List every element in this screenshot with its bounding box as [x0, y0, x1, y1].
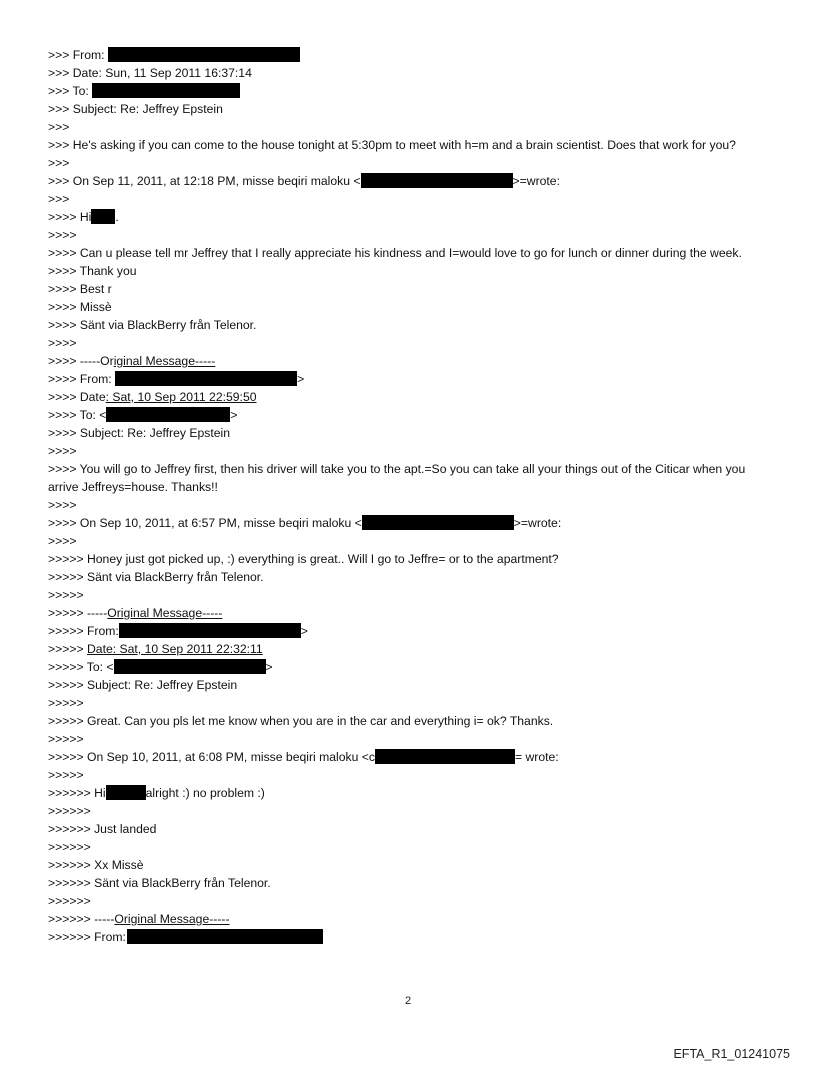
- email-thread: [48, 46, 778, 946]
- line-text: >>> From:: [48, 48, 108, 62]
- line-text: >>> To:: [48, 84, 93, 98]
- text-line: >>>>> Great. Can you pls let me know when you are in the car and everything i= ok? Thanks.: [48, 714, 554, 728]
- text-line: >>>> You will go to Jeffrey first, then his driver will take you to the apt.=So you can take all your things out of the Citicar when you arrive Jeffreys=house. Thanks!!: [48, 462, 746, 494]
- text-line: >>>>>: [48, 588, 84, 602]
- line-text: iginal Message-----: [113, 354, 216, 368]
- line-text: >>>>> From:: [48, 624, 119, 638]
- redaction-block: [361, 173, 513, 188]
- redaction-block: [106, 407, 230, 422]
- text-line: >>>> Missè: [48, 300, 112, 314]
- line-text: >>>> Hi: [48, 210, 92, 224]
- redaction-block: [92, 83, 240, 98]
- text-line: [48, 370, 778, 388]
- line-text: >=wrote:: [512, 174, 560, 188]
- line-text: >=wrote:: [513, 516, 562, 530]
- line-text: >>>> From:: [48, 372, 116, 386]
- line-text: Original Message-----: [107, 606, 223, 620]
- line-text: Original Message-----: [114, 912, 230, 926]
- line-text: Date: Sat, 10 Sep 2011 22:32:11: [86, 642, 263, 656]
- text-line: >>>>: [48, 534, 77, 548]
- line-text: >>>> To: <: [48, 408, 107, 422]
- text-line: >>> Date: Sun, 11 Sep 2011 16:37:14: [48, 66, 252, 80]
- text-line: [48, 82, 778, 100]
- line-text: >>>> Date: [48, 390, 106, 404]
- line-text: >>>>>> Hi: [48, 786, 106, 800]
- line-text: >>>>>> -----: [48, 912, 115, 926]
- text-line: >>> Subject: Re: Jeffrey Epstein: [48, 102, 223, 116]
- line-text: >>>>>> From:: [48, 930, 126, 944]
- redaction-block: [362, 515, 514, 530]
- line-text: >>>>> To: <: [48, 660, 114, 674]
- text-line: [48, 658, 778, 676]
- text-line: [48, 172, 778, 190]
- text-line: [48, 352, 778, 370]
- text-line: >>>>: [48, 336, 77, 350]
- text-line: >>>> Thank you: [48, 264, 137, 278]
- line-text: >: [300, 624, 308, 638]
- text-line: >>>>> Sänt via BlackBerry från Telenor.: [48, 570, 264, 584]
- text-line: >>>>>> Sänt via BlackBerry från Telenor.: [48, 876, 271, 890]
- redaction-block: [119, 623, 301, 638]
- line-text: >>> On Sep 11, 2011, at 12:18 PM, misse beqiri maloku <: [48, 174, 361, 188]
- text-line: >>>>: [48, 228, 77, 242]
- text-line: >>>>>>: [48, 804, 91, 818]
- text-line: >>>>>: [48, 696, 84, 710]
- redaction-block: [127, 929, 323, 944]
- text-line: >>>>>: [48, 732, 84, 746]
- text-line: >>>>>> Just landed: [48, 822, 157, 836]
- text-line: [48, 388, 778, 406]
- text-line: [48, 928, 778, 946]
- text-line: >>>>>> Xx Missè: [48, 858, 144, 872]
- text-line: [48, 604, 778, 622]
- text-line: >>>> Subject: Re: Jeffrey Epstein: [48, 426, 231, 440]
- redaction-block: [114, 659, 266, 674]
- text-line: [48, 622, 778, 640]
- redaction-block: [115, 371, 297, 386]
- text-line: >>>>>>: [48, 840, 91, 854]
- redaction-block: [108, 47, 300, 62]
- text-line: >>>: [48, 192, 70, 206]
- text-line: >>>> Best r: [48, 282, 112, 296]
- text-line: >>>>: [48, 444, 77, 458]
- redaction-block: [106, 785, 146, 800]
- text-line: >>>> Sänt via BlackBerry från Telenor.: [48, 318, 257, 332]
- text-line: >>>>>: [48, 768, 84, 782]
- text-line: >>>: [48, 156, 70, 170]
- document-id: EFTA_R1_01241075: [673, 1047, 790, 1061]
- text-line: [48, 406, 778, 424]
- line-text: >: [230, 408, 238, 422]
- redaction-block: [375, 749, 515, 764]
- line-text: >>>> -----Or: [48, 354, 114, 368]
- line-text: : Sat, 10 Sep 2011 22:59:50: [105, 390, 257, 404]
- line-text: >>>>> -----: [48, 606, 108, 620]
- text-line: >>>>> Subject: Re: Jeffrey Epstein: [48, 678, 238, 692]
- text-line: [48, 208, 778, 226]
- text-line: [48, 46, 778, 64]
- line-text: >>>> On Sep 10, 2011, at 6:57 PM, misse beqiri maloku <: [48, 516, 362, 530]
- line-text: alright :) no problem :): [145, 786, 265, 800]
- text-line: [48, 514, 778, 532]
- text-line: >>>>>>: [48, 894, 91, 908]
- line-text: >>>>> On Sep 10, 2011, at 6:08 PM, misse beqiri maloku <c: [48, 750, 375, 764]
- text-line: >>>> Can u please tell mr Jeffrey that I really appreciate his kindness and I=would love to go for lunch or dinner during the week.: [48, 246, 742, 260]
- redaction-block: [91, 209, 115, 224]
- line-text: .: [115, 210, 119, 224]
- line-text: >: [297, 372, 305, 386]
- text-line: >>>>: [48, 498, 77, 512]
- text-line: >>>>> Honey just got picked up, :) everything is great.. Will I go to Jeffre= or to the apartment?: [48, 552, 559, 566]
- text-line: >>> He's asking if you can come to the house tonight at 5:30pm to meet with h=m and a brain scientist. Does that work for you?: [48, 138, 736, 152]
- text-line: >>>: [48, 120, 70, 134]
- text-line: [48, 910, 778, 928]
- line-text: >>>>>: [48, 642, 87, 656]
- text-line: [48, 640, 778, 658]
- text-line: [48, 748, 778, 766]
- line-text: = wrote:: [515, 750, 559, 764]
- text-line: [48, 784, 778, 802]
- page-number: 2: [404, 995, 412, 1007]
- line-text: >: [265, 660, 273, 674]
